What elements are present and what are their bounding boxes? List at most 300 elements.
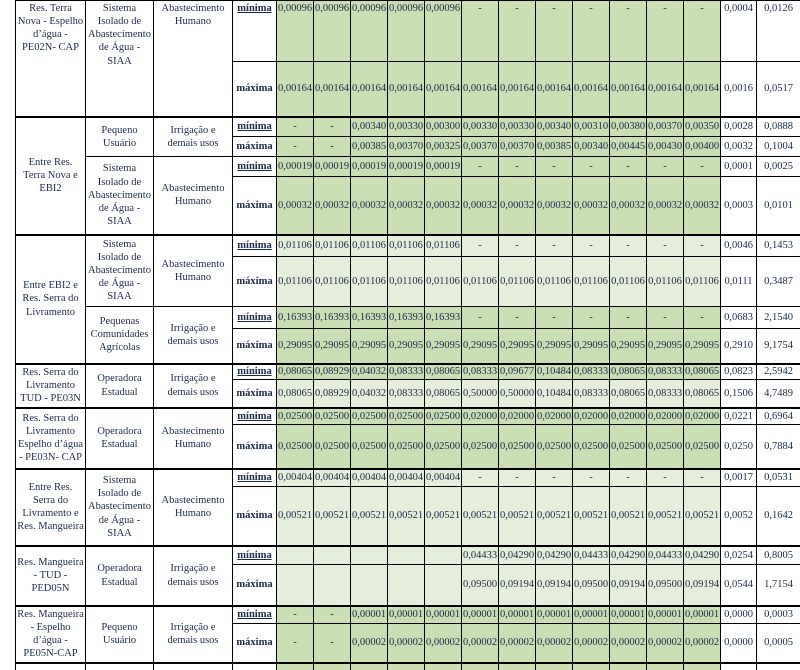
total-cell: 0,7884	[757, 425, 800, 469]
location-cell: Res. Serra do Livramento Espelho d’água - PE03N- CAP	[16, 408, 86, 469]
value-cell: 0,00019	[351, 157, 388, 177]
user-cell: Operadora Estadual	[86, 546, 154, 606]
value-cell: 0,01106	[684, 257, 721, 307]
value-cell: 0,08333	[462, 364, 499, 380]
total-cell: 1,7154	[757, 565, 800, 606]
value-cell: 0,00340	[573, 137, 610, 157]
value-cell: -	[684, 469, 721, 487]
value-cell: -	[314, 606, 351, 624]
value-cell: 0,08333	[647, 380, 684, 408]
value-cell: -	[277, 606, 314, 624]
value-cell: 0,02500	[425, 408, 462, 425]
value-cell: 0,02500	[462, 425, 499, 469]
value-cell: 0,50000	[499, 380, 536, 408]
value-cell: 0,00032	[647, 177, 684, 235]
value-cell: -	[314, 624, 351, 663]
avg-cell: 0,0000	[721, 624, 757, 663]
table-row	[16, 408, 800, 425]
value-cell: -	[462, 157, 499, 177]
value-cell	[351, 546, 388, 565]
value-cell: 0,02500	[425, 425, 462, 469]
value-cell: 0,01106	[351, 257, 388, 307]
value-cell: 0,00404	[425, 469, 462, 487]
value-cell: -	[610, 307, 647, 329]
use-cell	[154, 663, 233, 670]
location-cell: Res. Mangueira - TUD - PED05N	[16, 546, 86, 606]
value-cell: 0,08065	[425, 380, 462, 408]
value-cell: 0,00019	[314, 157, 351, 177]
avg-cell: 0,0683	[721, 307, 757, 329]
value-cell: -	[499, 157, 536, 177]
avg-cell: 0,0028	[721, 117, 757, 137]
value-cell: 0,16393	[425, 307, 462, 329]
value-cell: 0,08333	[388, 364, 425, 380]
value-cell	[277, 663, 314, 670]
value-cell: -	[610, 157, 647, 177]
value-cell: 0,00019	[388, 157, 425, 177]
bound-label-cell: máxima	[233, 380, 277, 408]
avg-cell: 0,0046	[721, 235, 757, 257]
value-cell	[425, 663, 462, 670]
value-cell: -	[610, 1, 647, 62]
value-cell	[610, 663, 647, 670]
value-cell: 0,00521	[351, 487, 388, 546]
value-cell	[314, 546, 351, 565]
value-cell: 0,00001	[684, 606, 721, 624]
value-cell: 0,00032	[425, 177, 462, 235]
value-cell: 0,10484	[536, 364, 573, 380]
total-cell: 0,1642	[757, 487, 800, 546]
value-cell	[684, 663, 721, 670]
value-cell: 0,08929	[314, 380, 351, 408]
value-cell: 0,00521	[499, 487, 536, 546]
value-cell: 0,29095	[351, 329, 388, 364]
value-cell: 0,01106	[499, 257, 536, 307]
avg-cell: 0,2910	[721, 329, 757, 364]
location-cell: Res. Terra Nova - Espelho d’água - PE02N- CAP	[16, 1, 86, 117]
value-cell: 0,01106	[277, 257, 314, 307]
use-cell: Irrigação e demais usos	[154, 307, 233, 364]
value-cell	[277, 565, 314, 606]
value-cell: 0,09500	[573, 565, 610, 606]
value-cell: 0,29095	[647, 329, 684, 364]
bound-label-cell: máxima	[233, 177, 277, 235]
value-cell: 0,02500	[536, 425, 573, 469]
total-cell: 0,0005	[757, 624, 800, 663]
value-cell: 0,00370	[462, 137, 499, 157]
use-cell: Irrigação e demais usos	[154, 606, 233, 663]
total-cell	[757, 663, 800, 670]
value-cell: 0,00310	[573, 117, 610, 137]
value-cell: 0,00019	[277, 157, 314, 177]
avg-cell: 0,0221	[721, 408, 757, 425]
value-cell: 0,29095	[388, 329, 425, 364]
total-cell: 0,0126	[757, 1, 800, 62]
value-cell: 0,00032	[573, 177, 610, 235]
value-cell: 0,00404	[277, 469, 314, 487]
bound-label-cell: mínima	[233, 235, 277, 257]
value-cell: 0,01106	[351, 235, 388, 257]
table-row	[16, 469, 800, 487]
value-cell: 0,08065	[684, 364, 721, 380]
value-cell: 0,02000	[573, 408, 610, 425]
value-cell: -	[499, 235, 536, 257]
bound-label-cell: mínima	[233, 157, 277, 177]
value-cell: -	[536, 235, 573, 257]
value-cell: 0,00521	[388, 487, 425, 546]
value-cell: 0,29095	[573, 329, 610, 364]
value-cell: 0,00164	[425, 62, 462, 117]
value-cell: 0,01106	[536, 257, 573, 307]
value-cell: 0,00404	[388, 469, 425, 487]
value-cell: 0,00300	[425, 117, 462, 137]
value-cell: 0,29095	[684, 329, 721, 364]
location-cell: Entre Res. Terra Nova e EBI2	[16, 117, 86, 235]
value-cell: 0,04032	[351, 364, 388, 380]
table-row	[16, 1, 800, 62]
value-cell: -	[536, 157, 573, 177]
value-cell: -	[536, 307, 573, 329]
value-cell	[351, 565, 388, 606]
value-cell: 0,04290	[499, 546, 536, 565]
value-cell: 0,16393	[388, 307, 425, 329]
value-cell: 0,00096	[425, 1, 462, 62]
value-cell	[499, 663, 536, 670]
value-cell: 0,08065	[610, 364, 647, 380]
value-cell: 0,00096	[314, 1, 351, 62]
value-cell: 0,00002	[499, 624, 536, 663]
value-cell	[462, 663, 499, 670]
value-cell: 0,00430	[647, 137, 684, 157]
value-cell: 0,00380	[610, 117, 647, 137]
value-cell: -	[277, 117, 314, 137]
value-cell: 0,00001	[499, 606, 536, 624]
value-cell: 0,00002	[684, 624, 721, 663]
value-cell: 0,08065	[425, 364, 462, 380]
bound-label-cell	[233, 663, 277, 670]
value-cell: 0,00370	[388, 137, 425, 157]
avg-cell: 0,0254	[721, 546, 757, 565]
location-cell: Entre EBI2 e Res. Serra do Livramento	[16, 235, 86, 364]
value-cell: 0,02000	[684, 408, 721, 425]
bound-label-cell: máxima	[233, 137, 277, 157]
total-cell: 9,1754	[757, 329, 800, 364]
value-cell: 0,09194	[536, 565, 573, 606]
value-cell: 0,00521	[462, 487, 499, 546]
value-cell: 0,08065	[684, 380, 721, 408]
avg-cell: 0,0017	[721, 469, 757, 487]
value-cell: 0,02000	[499, 408, 536, 425]
user-cell: Pequeno Usuário	[86, 606, 154, 663]
value-cell: -	[684, 1, 721, 62]
table-row	[16, 364, 800, 380]
value-cell: 0,04433	[462, 546, 499, 565]
value-cell: 0,09194	[684, 565, 721, 606]
total-cell: 0,1453	[757, 235, 800, 257]
value-cell: 0,00370	[499, 137, 536, 157]
user-cell: Pequenas Comunidades Agrícolas	[86, 307, 154, 364]
value-cell: 0,00001	[462, 606, 499, 624]
value-cell: 0,29095	[314, 329, 351, 364]
bound-label-cell: máxima	[233, 257, 277, 307]
value-cell: -	[314, 117, 351, 137]
bound-label-cell: máxima	[233, 624, 277, 663]
water-allocation-table	[15, 0, 800, 670]
bound-label-cell: máxima	[233, 329, 277, 364]
total-cell: 0,0888	[757, 117, 800, 137]
value-cell: 0,02500	[610, 425, 647, 469]
use-cell: Irrigação e demais usos	[154, 546, 233, 606]
value-cell: 0,29095	[536, 329, 573, 364]
value-cell: 0,00032	[610, 177, 647, 235]
value-cell: 0,02500	[314, 408, 351, 425]
value-cell: 0,04433	[573, 546, 610, 565]
value-cell: 0,00164	[351, 62, 388, 117]
value-cell: 0,00002	[573, 624, 610, 663]
value-cell: 0,02500	[314, 425, 351, 469]
location-cell: Entre Res. Serra do Livramento e Res. Mangueira	[16, 469, 86, 546]
value-cell	[647, 663, 684, 670]
value-cell: 0,00164	[314, 62, 351, 117]
bound-label-cell: mínima	[233, 364, 277, 380]
user-cell: Operadora Estadual	[86, 364, 154, 408]
value-cell: 0,00521	[684, 487, 721, 546]
value-cell: 0,08065	[610, 380, 647, 408]
value-cell: 0,00404	[314, 469, 351, 487]
user-cell: Sistema Isolado de Abastecimento de Água - SIAA	[86, 235, 154, 307]
value-cell: 0,00002	[388, 624, 425, 663]
value-cell: 0,00521	[610, 487, 647, 546]
value-cell: 0,02500	[499, 425, 536, 469]
value-cell: 0,00445	[610, 137, 647, 157]
value-cell: 0,00385	[351, 137, 388, 157]
value-cell	[425, 546, 462, 565]
value-cell: 0,01106	[462, 257, 499, 307]
value-cell: 0,08333	[573, 380, 610, 408]
use-cell: Abastecimento Humano	[154, 157, 233, 235]
value-cell: 0,00096	[388, 1, 425, 62]
value-cell: 0,00002	[647, 624, 684, 663]
avg-cell: 0,0016	[721, 62, 757, 117]
user-cell: Pequeno Usuário	[86, 117, 154, 157]
value-cell: 0,00350	[684, 117, 721, 137]
value-cell: 0,00002	[462, 624, 499, 663]
table-row	[16, 157, 800, 177]
value-cell: -	[647, 235, 684, 257]
value-cell: -	[573, 469, 610, 487]
total-cell: 0,0003	[757, 606, 800, 624]
value-cell: 0,02500	[388, 425, 425, 469]
value-cell: 0,09194	[499, 565, 536, 606]
total-cell: 0,8005	[757, 546, 800, 565]
value-cell: 0,00032	[684, 177, 721, 235]
table-row	[16, 235, 800, 257]
table-row	[16, 606, 800, 624]
value-cell: 0,08333	[647, 364, 684, 380]
value-cell: -	[462, 235, 499, 257]
value-cell: 0,00001	[388, 606, 425, 624]
value-cell: 0,02500	[388, 408, 425, 425]
value-cell: 0,04433	[647, 546, 684, 565]
value-cell: 0,09500	[647, 565, 684, 606]
value-cell: 0,00032	[462, 177, 499, 235]
bound-label-cell: máxima	[233, 565, 277, 606]
avg-cell: 0,1506	[721, 380, 757, 408]
value-cell: 0,08065	[277, 380, 314, 408]
value-cell: -	[610, 469, 647, 487]
value-cell: 0,16393	[277, 307, 314, 329]
value-cell: -	[684, 157, 721, 177]
value-cell: 0,02500	[277, 408, 314, 425]
value-cell: 0,00032	[351, 177, 388, 235]
value-cell: 0,00001	[351, 606, 388, 624]
value-cell: 0,00002	[536, 624, 573, 663]
value-cell: 0,29095	[277, 329, 314, 364]
avg-cell: 0,0823	[721, 364, 757, 380]
value-cell: 0,09194	[610, 565, 647, 606]
total-cell: 0,0025	[757, 157, 800, 177]
user-cell: Sistema Isolado de Abastecimento de Água - SIAA	[86, 1, 154, 117]
value-cell: 0,00096	[277, 1, 314, 62]
value-cell: 0,01106	[388, 235, 425, 257]
avg-cell: 0,0004	[721, 1, 757, 62]
total-cell: 0,6964	[757, 408, 800, 425]
value-cell: 0,00325	[425, 137, 462, 157]
value-cell: -	[462, 1, 499, 62]
value-cell: 0,00340	[351, 117, 388, 137]
value-cell: 0,01106	[573, 257, 610, 307]
value-cell	[314, 565, 351, 606]
bound-label-cell: máxima	[233, 62, 277, 117]
total-cell: 0,0517	[757, 62, 800, 117]
avg-cell: 0,0111	[721, 257, 757, 307]
value-cell: 0,00370	[647, 117, 684, 137]
value-cell: -	[647, 1, 684, 62]
value-cell: 0,29095	[462, 329, 499, 364]
use-cell: Abastecimento Humano	[154, 469, 233, 546]
value-cell: 0,10484	[536, 380, 573, 408]
user-cell: Operadora Estadual	[86, 408, 154, 469]
value-cell: 0,00001	[610, 606, 647, 624]
value-cell: -	[499, 1, 536, 62]
value-cell: 0,16393	[351, 307, 388, 329]
use-cell: Irrigação e demais usos	[154, 364, 233, 408]
use-cell: Abastecimento Humano	[154, 1, 233, 117]
table-body	[16, 1, 800, 670]
user-cell: Sistema Isolado de Abastecimento de Água - SIAA	[86, 469, 154, 546]
value-cell: 0,29095	[610, 329, 647, 364]
use-cell: Irrigação e demais usos	[154, 117, 233, 157]
value-cell: 0,00032	[499, 177, 536, 235]
value-cell: -	[277, 624, 314, 663]
value-cell: 0,01106	[425, 235, 462, 257]
user-cell	[86, 663, 154, 670]
value-cell: 0,16393	[314, 307, 351, 329]
value-cell	[277, 546, 314, 565]
value-cell: -	[684, 307, 721, 329]
location-cell: Res. Serra do Livramento TUD - PE03N	[16, 364, 86, 408]
value-cell: -	[647, 157, 684, 177]
value-cell: 0,02500	[351, 408, 388, 425]
table-row	[16, 307, 800, 329]
value-cell: 0,00521	[573, 487, 610, 546]
value-cell: 0,08333	[573, 364, 610, 380]
value-cell: 0,01106	[647, 257, 684, 307]
value-cell: 0,29095	[499, 329, 536, 364]
value-cell: 0,04290	[536, 546, 573, 565]
bound-label-cell: mínima	[233, 307, 277, 329]
value-cell: 0,00096	[351, 1, 388, 62]
total-cell: 4,7489	[757, 380, 800, 408]
total-cell: 2,5942	[757, 364, 800, 380]
value-cell: -	[499, 469, 536, 487]
value-cell: 0,04290	[610, 546, 647, 565]
value-cell: -	[462, 307, 499, 329]
value-cell: 0,50000	[462, 380, 499, 408]
value-cell	[314, 663, 351, 670]
value-cell	[388, 565, 425, 606]
value-cell: 0,02000	[647, 408, 684, 425]
value-cell: 0,00164	[277, 62, 314, 117]
table-row	[16, 117, 800, 137]
avg-cell: 0,0544	[721, 565, 757, 606]
value-cell: 0,00521	[425, 487, 462, 546]
value-cell: 0,01106	[610, 257, 647, 307]
value-cell: -	[647, 469, 684, 487]
value-cell: 0,01106	[277, 235, 314, 257]
value-cell: 0,00019	[425, 157, 462, 177]
avg-cell	[721, 663, 757, 670]
table-row	[16, 663, 800, 670]
avg-cell: 0,0052	[721, 487, 757, 546]
value-cell: 0,02500	[277, 425, 314, 469]
bound-label-cell: mínima	[233, 546, 277, 565]
value-cell: -	[277, 137, 314, 157]
value-cell: 0,00164	[684, 62, 721, 117]
value-cell: 0,00002	[425, 624, 462, 663]
value-cell: 0,00340	[536, 117, 573, 137]
value-cell	[425, 565, 462, 606]
value-cell: -	[684, 235, 721, 257]
value-cell	[351, 663, 388, 670]
bound-label-cell: mínima	[233, 408, 277, 425]
value-cell: 0,00330	[462, 117, 499, 137]
value-cell	[536, 663, 573, 670]
value-cell: 0,02500	[573, 425, 610, 469]
value-cell: 0,00002	[610, 624, 647, 663]
value-cell: 0,00400	[684, 137, 721, 157]
bound-label-cell: mínima	[233, 469, 277, 487]
value-cell: 0,00164	[462, 62, 499, 117]
value-cell: 0,08929	[314, 364, 351, 380]
value-cell: 0,00032	[314, 177, 351, 235]
value-cell	[388, 546, 425, 565]
value-cell: 0,00032	[388, 177, 425, 235]
value-cell: 0,08065	[277, 364, 314, 380]
bound-label-cell: mínima	[233, 1, 277, 62]
value-cell: 0,00164	[610, 62, 647, 117]
use-cell: Abastecimento Humano	[154, 408, 233, 469]
value-cell: 0,00330	[499, 117, 536, 137]
value-cell: 0,09500	[462, 565, 499, 606]
total-cell: 0,0531	[757, 469, 800, 487]
value-cell: 0,04032	[351, 380, 388, 408]
value-cell: 0,02500	[351, 425, 388, 469]
value-cell: 0,02000	[610, 408, 647, 425]
user-cell: Sistema Isolado de Abastecimento de Água - SIAA	[86, 157, 154, 235]
value-cell: -	[536, 469, 573, 487]
bound-label-cell: máxima	[233, 487, 277, 546]
